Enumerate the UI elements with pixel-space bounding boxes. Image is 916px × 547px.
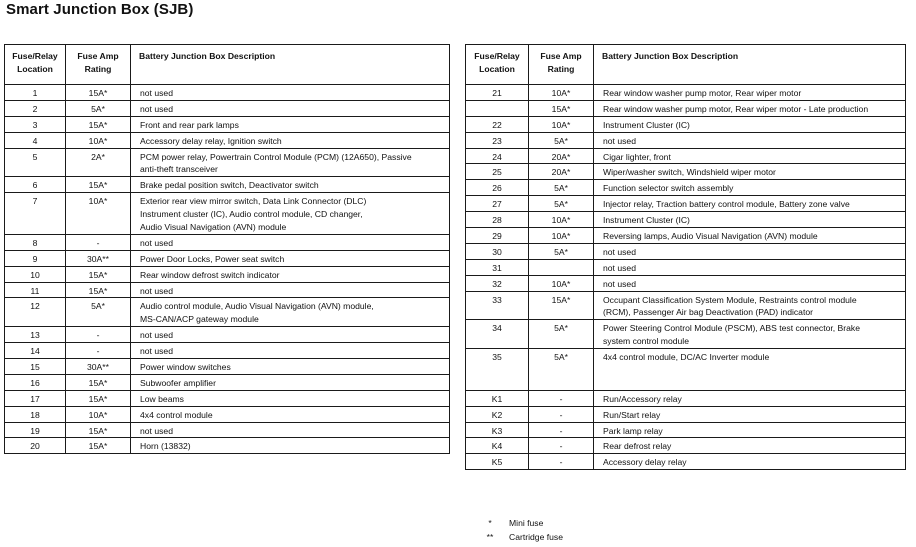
table-row — [5, 250, 450, 266]
fuse-description — [594, 406, 906, 422]
fuse-description — [131, 148, 450, 177]
description-line: Cigar lighter, front — [603, 151, 671, 162]
description-line: Accessory delay relay, Ignition switch — [140, 135, 282, 146]
fuse-description — [131, 438, 450, 454]
fuse-location: 29 — [466, 228, 529, 244]
fuse-location: 28 — [466, 212, 529, 228]
fuse-location: K5 — [466, 454, 529, 470]
fuse-amp-rating: 5A* — [529, 320, 594, 349]
fuse-description — [131, 282, 450, 298]
description-line: 4x4 control module, DC/AC Inverter module — [603, 352, 770, 363]
legend-symbol: ** — [486, 532, 494, 542]
fuse-location: 23 — [466, 132, 529, 148]
description-line: 4x4 control module — [140, 409, 213, 420]
fuse-description — [131, 374, 450, 390]
fuse-location: 15 — [5, 359, 66, 375]
fuse-description — [594, 228, 906, 244]
fuse-description — [594, 243, 906, 259]
table-row — [5, 390, 450, 406]
table-row — [466, 164, 906, 180]
table-row — [5, 282, 450, 298]
description-line: Run/Accessory relay — [603, 393, 682, 404]
fuse-location — [466, 100, 529, 116]
table-row — [5, 406, 450, 422]
fuse-description — [594, 454, 906, 470]
fuse-description — [131, 177, 450, 193]
description-line: Rear defrost relay — [603, 441, 672, 452]
table-row — [466, 320, 906, 349]
fuse-amp-rating: 20A* — [529, 148, 594, 164]
description-line: Brake pedal position switch, Deactivator switch — [140, 180, 319, 191]
description-line: Instrument Cluster (IC) — [603, 215, 690, 226]
description-line: Occupant Classification System Module, Restraints control module — [603, 294, 857, 305]
table-row — [5, 132, 450, 148]
fuse-amp-rating: 10A* — [529, 275, 594, 291]
description-line: Wiper/washer switch, Windshield wiper motor — [603, 167, 776, 178]
fuse-amp-rating — [529, 259, 594, 275]
table-row — [5, 343, 450, 359]
fuse-amp-rating: 15A* — [66, 438, 131, 454]
table-row — [5, 116, 450, 132]
description-line: not used — [140, 346, 173, 357]
fuse-amp-rating: - — [66, 234, 131, 250]
description-line: Power Steering Control Module (PSCM), ABS test connector, Brake — [603, 323, 860, 334]
fuse-location: 4 — [5, 132, 66, 148]
fuse-location: 17 — [5, 390, 66, 406]
fuse-description — [594, 180, 906, 196]
description-line: Audio Visual Navigation (AVN) module — [140, 222, 287, 233]
fuse-location: 7 — [5, 193, 66, 235]
fuse-description — [131, 193, 450, 235]
fuse-amp-rating: - — [529, 438, 594, 454]
table-row — [466, 291, 906, 320]
fuse-description — [594, 116, 906, 132]
header-location: Fuse/Relay Location — [5, 45, 66, 85]
fuse-location: 35 — [466, 349, 529, 391]
fuse-description — [131, 85, 450, 101]
fuse-amp-rating: 10A* — [66, 132, 131, 148]
fuse-amp-rating: 10A* — [529, 116, 594, 132]
header-rating: Fuse Amp Rating — [66, 45, 131, 85]
description-line: Instrument Cluster (IC) — [603, 119, 690, 130]
fuse-amp-rating: 30A** — [66, 359, 131, 375]
table-row — [466, 422, 906, 438]
fuse-location: 31 — [466, 259, 529, 275]
table-row — [5, 266, 450, 282]
fuse-amp-rating: 5A* — [66, 100, 131, 116]
description-line: Function selector switch assembly — [603, 183, 734, 194]
table-row — [5, 422, 450, 438]
table-row — [466, 116, 906, 132]
description-line: Power window switches — [140, 362, 231, 373]
fuse-description — [594, 349, 906, 391]
table-row — [466, 390, 906, 406]
legend-text: Cartridge fuse — [509, 532, 563, 542]
fuse-location: 5 — [5, 148, 66, 177]
fuse-table-left — [4, 44, 450, 454]
fuse-amp-rating: 15A* — [66, 85, 131, 101]
header-row — [466, 45, 906, 85]
description-line: Front and rear park lamps — [140, 119, 239, 130]
fuse-amp-rating: 2A* — [66, 148, 131, 177]
legend-symbol: * — [488, 518, 492, 528]
description-line: not used — [603, 246, 636, 257]
fuse-location: 20 — [5, 438, 66, 454]
description-line: Instrument cluster (IC), Audio control module, CD changer, — [140, 209, 363, 220]
fuse-amp-rating: - — [529, 454, 594, 470]
fuse-location: 9 — [5, 250, 66, 266]
description-line: anti-theft transceiver — [140, 164, 218, 175]
fuse-location: 18 — [5, 406, 66, 422]
description-line: Rear window washer pump motor, Rear wiper motor — [603, 88, 802, 98]
fuse-amp-rating: 5A* — [529, 243, 594, 259]
fuse-amp-rating: 20A* — [529, 164, 594, 180]
fuse-table-right — [465, 44, 906, 470]
fuse-amp-rating: 10A* — [529, 228, 594, 244]
description-line: Injector relay, Traction battery control module, Battery zone valve — [603, 199, 850, 210]
fuse-location: 6 — [5, 177, 66, 193]
table-row — [466, 349, 906, 391]
fuse-amp-rating: 15A* — [66, 374, 131, 390]
fuse-description — [594, 259, 906, 275]
fuse-amp-rating: 15A* — [66, 116, 131, 132]
fuse-amp-rating: - — [66, 327, 131, 343]
description-line: PCM power relay, Powertrain Control Module (PCM) (12A650), Passive — [140, 151, 412, 162]
fuse-description — [131, 390, 450, 406]
fuse-amp-rating: 10A* — [529, 85, 594, 101]
fuse-location: 16 — [5, 374, 66, 390]
header-description: Battery Junction Box Description — [594, 45, 906, 85]
fuse-description — [131, 327, 450, 343]
fuse-location: K2 — [466, 406, 529, 422]
description-line: Park lamp relay — [603, 425, 663, 436]
table-row — [466, 454, 906, 470]
fuse-description — [131, 132, 450, 148]
fuse-amp-rating: 10A* — [66, 193, 131, 235]
table-row — [466, 243, 906, 259]
fuse-description — [594, 164, 906, 180]
table-row — [5, 298, 450, 327]
fuse-amp-rating: 30A** — [66, 250, 131, 266]
fuse-amp-rating: - — [529, 422, 594, 438]
fuse-amp-rating: 5A* — [66, 298, 131, 327]
description-line: not used — [603, 262, 636, 273]
fuse-description — [594, 390, 906, 406]
fuse-amp-rating: - — [529, 406, 594, 422]
description-line: not used — [140, 88, 173, 98]
description-line: Subwoofer amplifier — [140, 377, 216, 388]
fuse-description — [131, 100, 450, 116]
fuse-amp-rating: 10A* — [66, 406, 131, 422]
fuse-amp-rating: 15A* — [66, 282, 131, 298]
fuse-location: 27 — [466, 196, 529, 212]
fuse-amp-rating: 15A* — [66, 390, 131, 406]
table-row — [5, 85, 450, 101]
table-row — [466, 438, 906, 454]
fuse-location: 22 — [466, 116, 529, 132]
table-row — [5, 374, 450, 390]
description-line: Reversing lamps, Audio Visual Navigation (AVN) module — [603, 231, 818, 242]
description-line: Power Door Locks, Power seat switch — [140, 253, 285, 264]
fuse-description — [594, 212, 906, 228]
fuse-amp-rating: - — [66, 343, 131, 359]
description-line: Accessory delay relay — [603, 457, 687, 468]
fuse-location: 24 — [466, 148, 529, 164]
description-line: not used — [140, 330, 173, 341]
fuse-description — [594, 438, 906, 454]
description-line: Run/Start relay — [603, 409, 661, 420]
table-row — [466, 196, 906, 212]
fuse-description — [131, 359, 450, 375]
page-title: Smart Junction Box (SJB) — [6, 1, 194, 18]
table-row — [466, 85, 906, 101]
fuse-amp-rating: 5A* — [529, 196, 594, 212]
table-row — [466, 406, 906, 422]
description-line: not used — [603, 278, 636, 289]
description-line — [603, 364, 901, 377]
fuse-amp-rating: 5A* — [529, 180, 594, 196]
fuse-amp-rating: 10A* — [529, 212, 594, 228]
header-description: Battery Junction Box Description — [131, 45, 450, 85]
fuse-location: 34 — [466, 320, 529, 349]
description-line: Low beams — [140, 393, 184, 404]
table-row — [466, 148, 906, 164]
fuse-amp-rating: 15A* — [66, 177, 131, 193]
table-row — [5, 193, 450, 235]
fuse-amp-rating: 15A* — [529, 291, 594, 320]
fuse-location: 21 — [466, 85, 529, 101]
fuse-location: K4 — [466, 438, 529, 454]
fuse-description — [594, 196, 906, 212]
fuse-description — [131, 266, 450, 282]
fuse-amp-rating: 15A* — [66, 266, 131, 282]
description-line: Exterior rear view mirror switch, Data Link Connector (DLC) — [140, 196, 367, 207]
description-line: not used — [140, 425, 173, 436]
fuse-location: 30 — [466, 243, 529, 259]
fuse-location: 32 — [466, 275, 529, 291]
fuse-description — [594, 291, 906, 320]
fuse-location: 2 — [5, 100, 66, 116]
table-row — [5, 100, 450, 116]
table-row — [466, 259, 906, 275]
header-rating: Fuse Amp Rating — [529, 45, 594, 85]
description-line: Rear window washer pump motor, Rear wiper motor - Late production — [603, 103, 869, 114]
description-line: not used — [140, 103, 173, 114]
fuse-description — [131, 250, 450, 266]
description-line: not used — [140, 285, 173, 296]
description-line: not used — [140, 237, 173, 248]
header-row — [5, 45, 450, 85]
fuse-description — [131, 298, 450, 327]
description-line: Horn (13832) — [140, 441, 191, 452]
fuse-amp-rating: 5A* — [529, 349, 594, 391]
description-line: (RCM), Passenger Air bag Deactivation (PAD) indicator — [603, 307, 813, 318]
table-row — [466, 228, 906, 244]
description-line: not used — [603, 135, 636, 146]
fuse-location: 3 — [5, 116, 66, 132]
legend-text: Mini fuse — [509, 518, 544, 528]
table-row — [466, 180, 906, 196]
table-row — [5, 177, 450, 193]
fuse-amp-rating: - — [529, 390, 594, 406]
fuse-location: 11 — [5, 282, 66, 298]
fuse-description — [594, 100, 906, 116]
table-row — [466, 212, 906, 228]
fuse-description — [131, 116, 450, 132]
fuse-location: 13 — [5, 327, 66, 343]
fuse-description — [594, 422, 906, 438]
table-row — [5, 438, 450, 454]
fuse-location: K3 — [466, 422, 529, 438]
fuse-location: 12 — [5, 298, 66, 327]
fuse-description — [131, 343, 450, 359]
table-row — [466, 275, 906, 291]
fuse-description — [594, 148, 906, 164]
description-line — [603, 377, 901, 390]
fuse-location: 14 — [5, 343, 66, 359]
fuse-description — [131, 234, 450, 250]
table-row — [466, 100, 906, 116]
fuse-location: 1 — [5, 85, 66, 101]
fuse-amp-rating: 5A* — [529, 132, 594, 148]
fuse-description — [131, 406, 450, 422]
fuse-location: 25 — [466, 164, 529, 180]
table-row — [5, 359, 450, 375]
fuse-location: 26 — [466, 180, 529, 196]
fuse-description — [131, 422, 450, 438]
description-line: system control module — [603, 336, 689, 347]
fuse-location: K1 — [466, 390, 529, 406]
fuse-description — [594, 132, 906, 148]
table-row — [5, 148, 450, 177]
description-line: Rear window defrost switch indicator — [140, 269, 280, 280]
fuse-location: 8 — [5, 234, 66, 250]
description-line: MS-CAN/ACP gateway module — [140, 314, 259, 325]
fuse-description — [594, 275, 906, 291]
table-row — [5, 234, 450, 250]
fuse-location: 33 — [466, 291, 529, 320]
fuse-location: 10 — [5, 266, 66, 282]
header-location: Fuse/Relay Location — [466, 45, 529, 85]
table-row — [5, 327, 450, 343]
fuse-description — [594, 320, 906, 349]
description-line: Audio control module, Audio Visual Navigation (AVN) module, — [140, 301, 374, 312]
fuse-location: 19 — [5, 422, 66, 438]
fuse-amp-rating: 15A* — [529, 100, 594, 116]
fuse-description — [594, 85, 906, 101]
fuse-amp-rating: 15A* — [66, 422, 131, 438]
table-row — [466, 132, 906, 148]
